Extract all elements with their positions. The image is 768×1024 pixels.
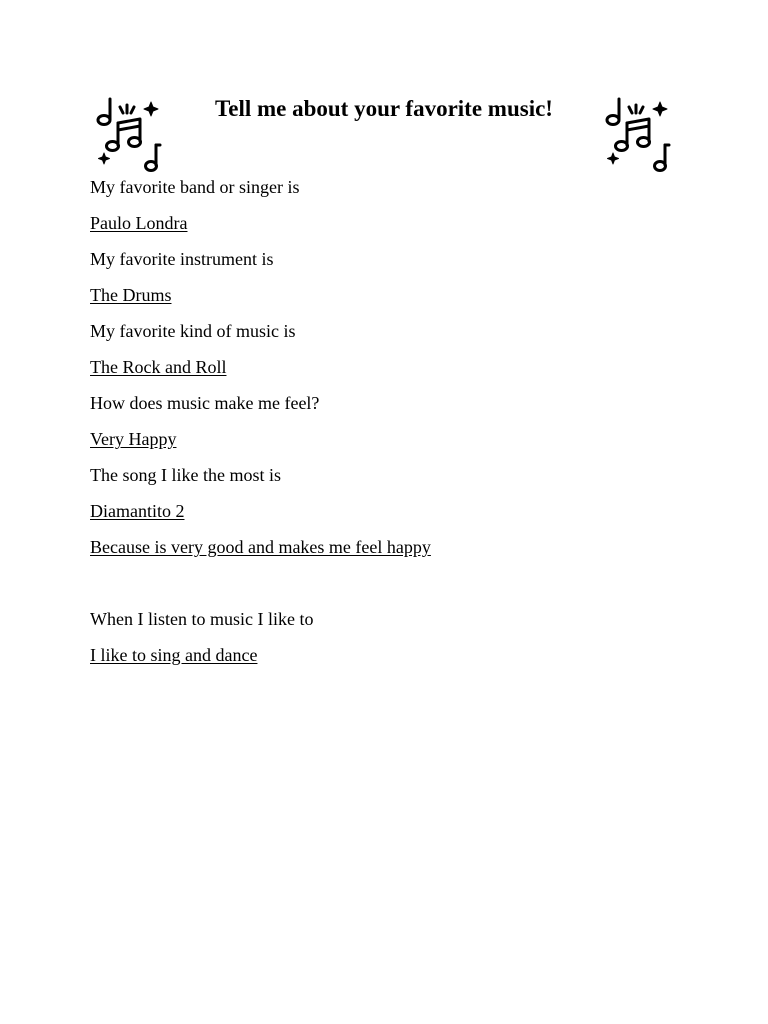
prompt-band: My favorite band or singer is (90, 177, 300, 197)
page-title: Tell me about your favorite music! (215, 96, 553, 121)
answer-instrument: The Drums (90, 285, 172, 305)
answer-listen: I like to sing and dance (90, 645, 258, 665)
answer-kind: The Rock and Roll (90, 357, 227, 377)
prompt-listen: When I listen to music I like to (90, 609, 314, 629)
answer-band: Paulo Londra (90, 213, 188, 233)
prompt-kind: My favorite kind of music is (90, 321, 296, 341)
answer-feel: Very Happy (90, 429, 177, 449)
answer-song-reason: Because is very good and makes me feel happy (90, 537, 431, 557)
prompt-song: The song I like the most is (90, 465, 281, 485)
music-notes-icon (603, 93, 673, 173)
prompt-feel: How does music make me feel? (90, 393, 320, 413)
answer-song: Diamantito 2 (90, 501, 185, 521)
prompt-instrument: My favorite instrument is (90, 249, 274, 269)
